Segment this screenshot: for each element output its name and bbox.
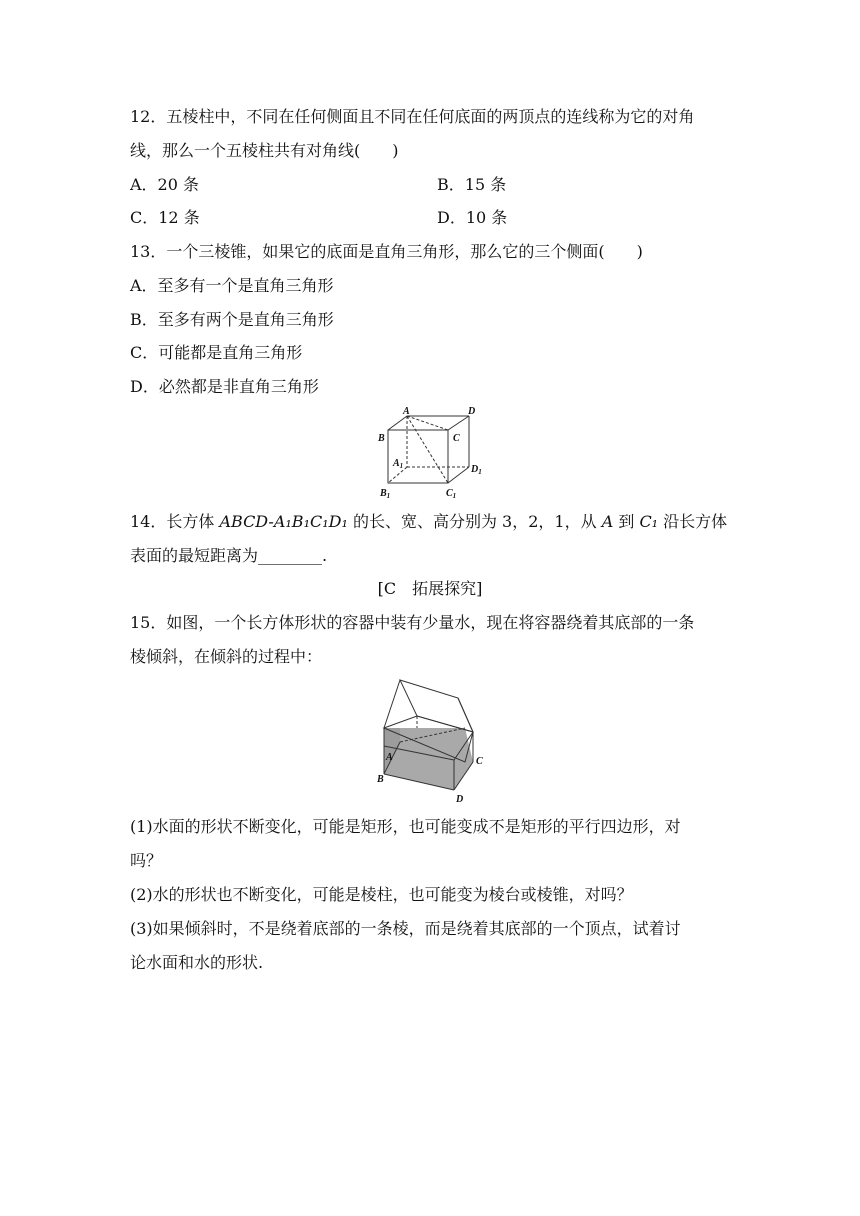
label-D: D [456, 794, 464, 805]
q12-option-b: B．15 条 [437, 175, 507, 194]
label-C: C [476, 756, 483, 767]
label-C1: $C_1$ [446, 488, 457, 500]
q15-part1-line1: (1)水面的形状不断变化，可能是矩形，也可能变成不是矩形的平行四边形，对 [130, 817, 681, 836]
label-B: B [378, 433, 385, 444]
q14-to: C₁ [639, 512, 659, 531]
q14-cuboid-name: ABCD-A₁B₁C₁D₁ [219, 512, 348, 531]
tilted-container-figure [372, 676, 492, 808]
q12-option-c: C．12 条 [130, 208, 200, 227]
label-A1: $A_1$ [393, 458, 404, 470]
label-B: B [377, 774, 384, 785]
q14-from: A [601, 512, 614, 531]
q15-stem-line2: 棱倾斜，在倾斜的过程中： [130, 647, 323, 666]
q12-option-a: A．20 条 [130, 175, 200, 194]
q12-option-d: D．10 条 [437, 208, 508, 227]
label-D1: $D_1$ [471, 464, 482, 476]
q14-to-word: 到 [613, 512, 640, 531]
label-D: D [468, 406, 476, 417]
q14-line1 [130, 512, 727, 532]
q13-option-b: B．至多有两个是直角三角形 [130, 310, 334, 329]
q15-part2: (2)水的形状也不断变化，可能是棱柱，也可能变为棱台或棱锥，对吗？ [130, 885, 633, 904]
q13-option-a: A．至多有一个是直角三角形 [130, 276, 334, 295]
q15-part3-line2: 论水面和水的形状. [130, 953, 264, 972]
q13-stem: 13．一个三棱锥，如果它的底面是直角三角形，那么它的三个侧面( ) [130, 242, 643, 261]
label-B1: $B_1$ [380, 488, 391, 500]
q14-prefix: 14．长方体 [130, 512, 220, 531]
q14-mid: 的长、宽、高分别为 3，2，1，从 [347, 512, 602, 531]
q12-stem-line1: 12．五棱柱中，不同在任何侧面且不同在任何底面的两顶点的连线称为它的对角 [130, 107, 695, 126]
q14-line2: 表面的最短距离为________. [130, 546, 328, 565]
q14-suffix: 沿长方体 [658, 512, 728, 531]
section-c-heading: [C 拓展探究] [377, 579, 483, 598]
label-C: C [453, 433, 460, 444]
q15-part1-line2: 吗？ [130, 851, 163, 870]
label-A: A [403, 406, 410, 417]
q15-stem-line1: 15．如图，一个长方体形状的容器中装有少量水，现在将容器绕着其底部的一条 [130, 613, 695, 632]
label-A: A [386, 752, 393, 763]
q13-option-c: C．可能都是直角三角形 [130, 343, 303, 362]
cuboid-figure [370, 404, 490, 502]
q15-part3-line1: (3)如果倾斜时，不是绕着底部的一条棱，而是绕着其底部的一个顶点，试着讨 [130, 919, 681, 938]
q12-stem-line2: 线，那么一个五棱柱共有对角线( ) [130, 141, 399, 160]
q13-option-d: D．必然都是非直角三角形 [130, 377, 319, 396]
